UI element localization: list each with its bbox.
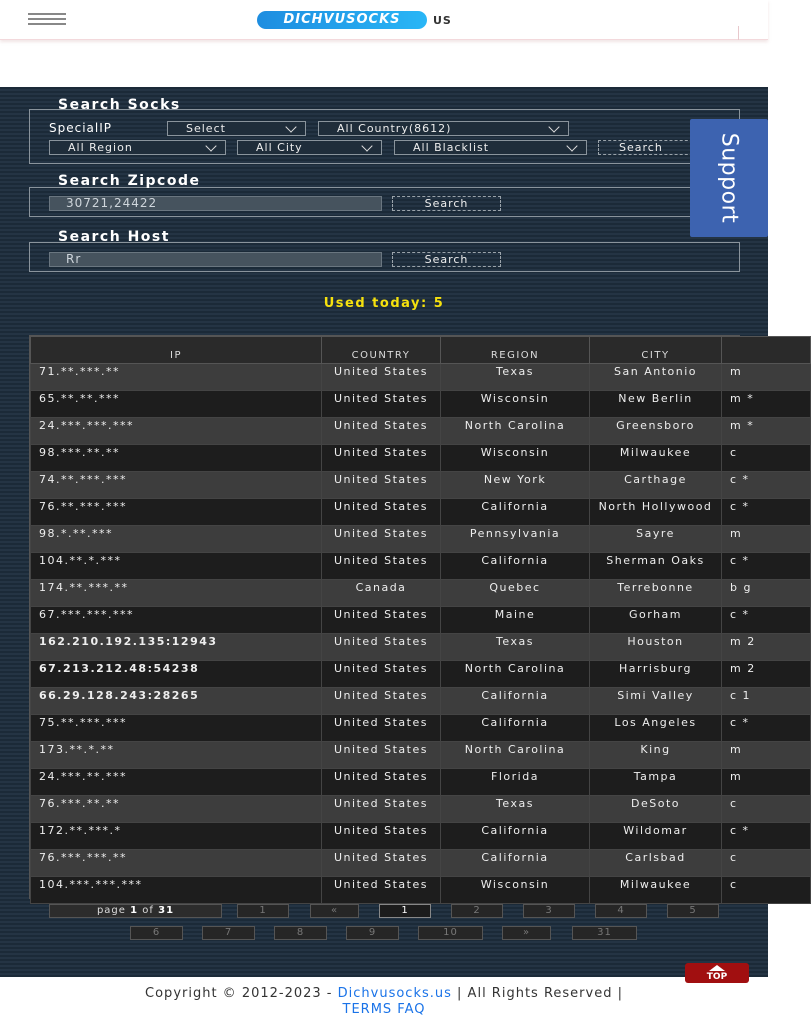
table-row[interactable] [31,688,811,715]
chevron-down-icon [205,140,216,151]
cell-region: California [441,823,590,850]
cell-region: North Carolina [441,742,590,769]
cell-city: Milwaukee [590,445,722,472]
cell-region: California [441,499,590,526]
cell-region: Florida [441,769,590,796]
cell-region: North Carolina [441,661,590,688]
cell-ip: 24.***.**.*** [31,769,322,796]
page-button[interactable]: « [310,904,359,918]
cell-country: United States [322,877,441,904]
cell-country: United States [322,553,441,580]
cell-city: Houston [590,634,722,661]
cell-region: Pennsylvania [441,526,590,553]
chevron-down-icon [548,121,559,132]
cell-extra: b g [722,580,811,607]
cell-city: Harrisburg [590,661,722,688]
page-button[interactable]: 3 [523,904,575,918]
cell-ip: 76.**.***.*** [31,499,322,526]
cell-ip: 98.***.**.** [31,445,322,472]
cell-ip: 172.**.***.* [31,823,322,850]
page-button[interactable]: 2 [451,904,503,918]
cell-ip: 76.***.**.** [31,796,322,823]
search-host-button[interactable]: Search [392,252,501,267]
chevron-down-icon [285,121,296,132]
cell-ip: 66.29.128.243:28265 [31,688,322,715]
chevron-down-icon [566,140,577,151]
pagination-info [49,904,222,918]
cell-region: Texas [441,796,590,823]
cell-city: Los Angeles [590,715,722,742]
cell-region: Wisconsin [441,391,590,418]
cell-extra: c * [722,607,811,634]
special-ip-value: Select [186,122,226,135]
cell-city: Wildomar [590,823,722,850]
table-row[interactable] [31,634,811,661]
chevron-down-icon [361,140,372,151]
table-row[interactable] [31,553,811,580]
logo-mark: DICHVUSOCKS [257,11,427,29]
city-value: All City [256,141,303,154]
site-link[interactable]: Dichvusocks.us [337,986,452,1001]
top-button-label: TOP [706,972,728,982]
table-row[interactable] [31,769,811,796]
cell-city: Sayre [590,526,722,553]
top-header [0,0,768,40]
cell-city: Carthage [590,472,722,499]
search-socks-title: Search Socks [58,97,181,113]
cell-extra: c [722,877,811,904]
page-button[interactable]: » [502,926,551,940]
column-header-ip[interactable]: IP [31,337,322,364]
cell-extra: c * [722,499,811,526]
cell-city: Gorham [590,607,722,634]
cell-city: Greensboro [590,418,722,445]
table-row[interactable] [31,391,811,418]
table-row[interactable] [31,499,811,526]
cell-country: United States [322,796,441,823]
cell-ip: 76.***.***.** [31,850,322,877]
header-divider [738,26,739,40]
cell-extra: c * [722,553,811,580]
cell-ip: 98.*.**.*** [31,526,322,553]
cell-ip: 174.**.***.** [31,580,322,607]
cell-extra: m [722,742,811,769]
cell-ip: 67.***.***.*** [31,607,322,634]
cell-extra: c [722,796,811,823]
search-socks-button[interactable]: Search [598,140,698,155]
table-row[interactable] [31,715,811,742]
cell-country: United States [322,526,441,553]
cell-extra: c 1 [722,688,811,715]
special-ip-label: SpecialIP [49,121,113,135]
cell-extra: m * [722,418,811,445]
page-current: 1 [130,905,139,916]
table-row[interactable] [31,364,811,391]
city-select[interactable] [237,140,382,155]
cell-country: United States [322,688,441,715]
cell-ip: 162.210.192.135:12943 [31,634,322,661]
zipcode-input[interactable]: 30721,24422 [49,196,382,211]
country-value: All Country(8612) [337,122,452,135]
footer [0,986,768,1018]
cell-region: California [441,715,590,742]
rights-text: | All Rights Reserved | [457,986,623,1001]
table-row[interactable] [31,580,811,607]
cell-extra: c [722,445,811,472]
cell-extra: m * [722,391,811,418]
logo-tld: US [433,13,452,27]
table-header-row [31,337,811,364]
region-value: All Region [68,141,133,154]
cell-ip: 104.**.*.*** [31,553,322,580]
cell-region: Texas [441,634,590,661]
cell-region: California [441,688,590,715]
cell-ip: 24.***.***.*** [31,418,322,445]
table-row[interactable] [31,661,811,688]
table-row[interactable] [31,823,811,850]
table-row[interactable] [31,742,811,769]
cell-extra: m 2 [722,634,811,661]
special-ip-select[interactable] [167,121,306,136]
cell-extra: c * [722,715,811,742]
table-row[interactable] [31,850,811,877]
cell-ip: 75.**.***.*** [31,715,322,742]
cell-extra: m [722,526,811,553]
table-row[interactable] [31,418,811,445]
cell-country: Canada [322,580,441,607]
cell-country: United States [322,769,441,796]
page-button[interactable]: 8 [274,926,327,940]
page-info-prefix: page [96,905,126,916]
cell-region: Wisconsin [441,877,590,904]
search-host-title: Search Host [58,229,170,245]
page-button[interactable]: 4 [595,904,647,918]
search-zipcode-title: Search Zipcode [58,173,201,189]
cell-city: DeSoto [590,796,722,823]
cell-country: United States [322,607,441,634]
cell-extra: m 2 [722,661,811,688]
cell-country: United States [322,715,441,742]
table-row[interactable] [31,526,811,553]
cell-country: United States [322,634,441,661]
cell-extra: m [722,364,811,391]
cell-region: New York [441,472,590,499]
terms-link[interactable]: TERMS [342,1002,393,1017]
cell-city: Terrebonne [590,580,722,607]
search-socks-box [29,109,740,164]
cell-country: United States [322,742,441,769]
used-today-counter: Used today: 5 [323,296,445,311]
cell-ip: 67.213.212.48:54238 [31,661,322,688]
cell-region: Wisconsin [441,445,590,472]
cell-country: United States [322,418,441,445]
column-header-city[interactable]: CITY [590,337,722,364]
blacklist-select[interactable] [394,140,587,155]
cell-country: United States [322,391,441,418]
search-zipcode-button[interactable]: Search [392,196,501,211]
back-to-top-button[interactable] [685,963,749,983]
cell-city: King [590,742,722,769]
cell-city: Carlsbad [590,850,722,877]
cell-country: United States [322,499,441,526]
cell-ip: 74.**.***.*** [31,472,322,499]
page-button[interactable]: 7 [202,926,255,940]
cell-region: North Carolina [441,418,590,445]
page-button[interactable]: 10 [418,926,483,940]
socks-table [29,335,756,899]
support-label: Support [716,132,742,224]
table-row[interactable] [31,445,811,472]
country-select[interactable] [318,121,569,136]
cell-ip: 65.**.**.*** [31,391,322,418]
cell-region: Quebec [441,580,590,607]
host-input[interactable]: Rr [49,252,382,267]
page-button[interactable]: 31 [572,926,637,940]
cell-city: New Berlin [590,391,722,418]
table-row[interactable] [31,472,811,499]
faq-link[interactable]: FAQ [397,1002,426,1017]
region-select[interactable] [49,140,226,155]
cell-country: United States [322,661,441,688]
page-button[interactable]: 1 [379,904,431,918]
column-header-extra [722,337,811,364]
cell-extra: c [722,850,811,877]
cell-city: Simi Valley [590,688,722,715]
cell-region: California [441,850,590,877]
cell-city: Milwaukee [590,877,722,904]
cell-ip: 173.**.*.** [31,742,322,769]
cell-region: Maine [441,607,590,634]
table-row[interactable] [31,607,811,634]
cell-ip: 71.**.***.** [31,364,322,391]
cell-extra: c * [722,823,811,850]
cell-country: United States [322,364,441,391]
blacklist-value: All Blacklist [413,141,490,154]
support-tab[interactable] [690,119,768,237]
site-logo[interactable] [257,9,452,31]
page-button[interactable]: 9 [346,926,399,940]
page-button[interactable]: 1 [237,904,289,918]
cell-country: United States [322,850,441,877]
table-row[interactable] [31,796,811,823]
cell-region: California [441,553,590,580]
column-header-country[interactable]: COUNTRY [322,337,441,364]
copyright-text: Copyright © 2012-2023 - [145,986,333,1001]
cell-extra: m [722,769,811,796]
cell-ip: 104.***.***.*** [31,877,322,904]
hamburger-menu-icon[interactable] [28,13,66,27]
page-total: 31 [158,905,175,916]
column-header-region[interactable]: REGION [441,337,590,364]
cell-city: Sherman Oaks [590,553,722,580]
cell-extra: c * [722,472,811,499]
page-button[interactable]: 6 [130,926,183,940]
cell-city: San Antonio [590,364,722,391]
table-row[interactable] [31,877,811,904]
cell-city: North Hollywood [590,499,722,526]
cell-country: United States [322,823,441,850]
page-button[interactable]: 5 [667,904,719,918]
cell-country: United States [322,472,441,499]
cell-city: Tampa [590,769,722,796]
cell-region: Texas [441,364,590,391]
page-info-mid: of [142,905,154,916]
cell-country: United States [322,445,441,472]
